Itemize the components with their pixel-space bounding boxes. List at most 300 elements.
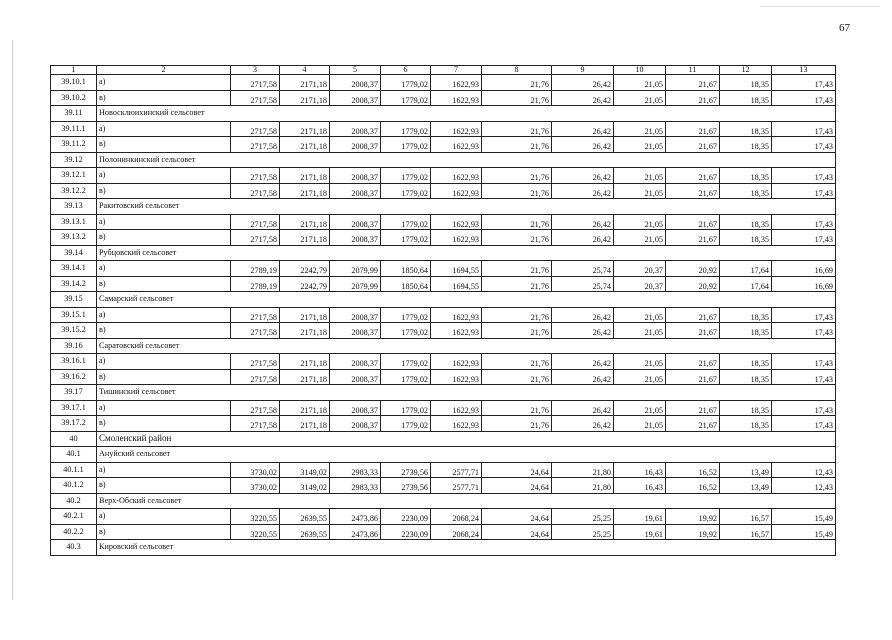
header-cell: 12	[720, 66, 772, 75]
value-cell: 1779,02	[381, 354, 431, 370]
value-cell: 2983,33	[330, 478, 381, 494]
table-row	[51, 276, 836, 292]
table-row	[51, 462, 836, 478]
value-cell: 26,42	[552, 90, 614, 106]
value-cell: 21,76	[482, 400, 552, 416]
value-cell: 21,05	[614, 137, 666, 153]
value-cell: 2983,33	[330, 462, 381, 478]
value-cell: 2079,99	[330, 276, 381, 292]
section-title: Кировский сельсовет	[97, 540, 836, 556]
value-cell: 1779,02	[381, 369, 431, 385]
value-cell: 21,05	[614, 121, 666, 137]
value-cell: 1622,93	[431, 137, 482, 153]
value-cell: 1622,93	[431, 75, 482, 91]
value-cell: 21,76	[482, 137, 552, 153]
value-cell: 21,67	[666, 214, 720, 230]
row-code: 39.17.1	[51, 400, 97, 416]
row-label: а)	[97, 261, 231, 277]
row-label: а)	[97, 307, 231, 323]
tariff-table	[50, 65, 836, 556]
value-cell: 16,52	[666, 478, 720, 494]
value-cell: 19,61	[614, 509, 666, 525]
row-label: а)	[97, 75, 231, 91]
value-cell: 1779,02	[381, 230, 431, 246]
value-cell: 21,76	[482, 90, 552, 106]
value-cell: 1622,93	[431, 214, 482, 230]
value-cell: 2068,24	[431, 509, 482, 525]
value-cell: 21,67	[666, 230, 720, 246]
value-cell: 21,76	[482, 230, 552, 246]
row-label: в)	[97, 323, 231, 339]
value-cell: 2171,18	[280, 307, 330, 323]
value-cell: 21,80	[552, 462, 614, 478]
value-cell: 2717,58	[231, 230, 280, 246]
row-code: 40	[51, 431, 97, 447]
row-label: в)	[97, 416, 231, 432]
header-cell: 8	[482, 66, 552, 75]
section-title: Самарский сельсовет	[97, 292, 836, 308]
value-cell: 1622,93	[431, 416, 482, 432]
section-title: Тишинский сельсовет	[97, 385, 836, 401]
row-label: в)	[97, 183, 231, 199]
value-cell: 1622,93	[431, 168, 482, 184]
value-cell: 2717,58	[231, 369, 280, 385]
value-cell: 21,67	[666, 416, 720, 432]
value-cell: 21,67	[666, 168, 720, 184]
row-label: а)	[97, 354, 231, 370]
table-row	[51, 137, 836, 153]
value-cell: 21,05	[614, 307, 666, 323]
value-cell: 2789,19	[231, 276, 280, 292]
value-cell: 3220,55	[231, 509, 280, 525]
table-row	[51, 168, 836, 184]
row-code: 39.16.2	[51, 369, 97, 385]
value-cell: 2473,86	[330, 524, 381, 540]
value-cell: 2171,18	[280, 214, 330, 230]
row-code: 39.14	[51, 245, 97, 261]
value-cell: 2079,99	[330, 261, 381, 277]
value-cell: 1779,02	[381, 75, 431, 91]
row-label: а)	[97, 400, 231, 416]
value-cell: 24,64	[482, 509, 552, 525]
value-cell: 26,42	[552, 354, 614, 370]
value-cell: 2717,58	[231, 168, 280, 184]
value-cell: 26,42	[552, 323, 614, 339]
section-row	[51, 245, 836, 261]
row-code: 39.13.2	[51, 230, 97, 246]
value-cell: 26,42	[552, 137, 614, 153]
value-cell: 21,67	[666, 354, 720, 370]
row-code: 39.11.2	[51, 137, 97, 153]
value-cell: 16,57	[720, 509, 772, 525]
value-cell: 18,35	[720, 168, 772, 184]
value-cell: 2171,18	[280, 354, 330, 370]
value-cell: 21,76	[482, 276, 552, 292]
value-cell: 2008,37	[330, 416, 381, 432]
value-cell: 2008,37	[330, 75, 381, 91]
value-cell: 2717,58	[231, 214, 280, 230]
row-code: 39.10.1	[51, 75, 97, 91]
value-cell: 26,42	[552, 369, 614, 385]
value-cell: 2008,37	[330, 90, 381, 106]
row-code: 39.11.1	[51, 121, 97, 137]
value-cell: 1622,93	[431, 323, 482, 339]
value-cell: 2171,18	[280, 183, 330, 199]
value-cell: 2171,18	[280, 400, 330, 416]
value-cell: 21,05	[614, 230, 666, 246]
section-row	[51, 292, 836, 308]
row-label: в)	[97, 524, 231, 540]
value-cell: 21,67	[666, 369, 720, 385]
value-cell: 21,05	[614, 369, 666, 385]
value-cell: 26,42	[552, 214, 614, 230]
value-cell: 2717,58	[231, 137, 280, 153]
value-cell: 21,05	[614, 90, 666, 106]
value-cell: 26,42	[552, 230, 614, 246]
value-cell: 1850,64	[381, 261, 431, 277]
value-cell: 25,25	[552, 524, 614, 540]
value-cell: 21,05	[614, 168, 666, 184]
value-cell: 2008,37	[330, 214, 381, 230]
header-cell: 7	[431, 66, 482, 75]
row-code: 39.13.1	[51, 214, 97, 230]
value-cell: 2717,58	[231, 183, 280, 199]
row-code: 39.12.1	[51, 168, 97, 184]
value-cell: 1622,93	[431, 307, 482, 323]
table-row	[51, 354, 836, 370]
value-cell: 17,43	[772, 230, 836, 246]
row-code: 40.2	[51, 493, 97, 509]
table-row	[51, 369, 836, 385]
header-cell: 4	[280, 66, 330, 75]
value-cell: 2717,58	[231, 323, 280, 339]
value-cell: 16,43	[614, 478, 666, 494]
value-cell: 21,05	[614, 183, 666, 199]
section-title: Полонинкинский сельсовет	[97, 152, 836, 168]
section-title: Верх-Обский сельсовет	[97, 493, 836, 509]
value-cell: 19,92	[666, 509, 720, 525]
value-cell: 16,43	[614, 462, 666, 478]
section-row	[51, 431, 836, 447]
value-cell: 18,35	[720, 323, 772, 339]
value-cell: 13,49	[720, 478, 772, 494]
value-cell: 18,35	[720, 90, 772, 106]
value-cell: 21,05	[614, 323, 666, 339]
value-cell: 18,35	[720, 214, 772, 230]
value-cell: 24,64	[482, 524, 552, 540]
section-row	[51, 106, 836, 122]
value-cell: 21,67	[666, 121, 720, 137]
header-cell: 13	[772, 66, 836, 75]
section-row	[51, 338, 836, 354]
header-cell: 10	[614, 66, 666, 75]
value-cell: 2171,18	[280, 323, 330, 339]
value-cell: 2717,58	[231, 400, 280, 416]
value-cell: 18,35	[720, 183, 772, 199]
value-cell: 1850,64	[381, 276, 431, 292]
value-cell: 12,43	[772, 462, 836, 478]
value-cell: 21,76	[482, 416, 552, 432]
value-cell: 2230,09	[381, 509, 431, 525]
value-cell: 21,05	[614, 75, 666, 91]
table-row	[51, 478, 836, 494]
row-label: в)	[97, 478, 231, 494]
header-cell: 6	[381, 66, 431, 75]
section-title: Новосклюихинский сельсовет	[97, 106, 836, 122]
section-row	[51, 447, 836, 463]
value-cell: 2068,24	[431, 524, 482, 540]
table-row	[51, 183, 836, 199]
value-cell: 21,76	[482, 323, 552, 339]
value-cell: 21,05	[614, 354, 666, 370]
value-cell: 17,43	[772, 323, 836, 339]
value-cell: 21,76	[482, 183, 552, 199]
value-cell: 2008,37	[330, 323, 381, 339]
value-cell: 26,42	[552, 183, 614, 199]
row-code: 40.2.1	[51, 509, 97, 525]
value-cell: 21,76	[482, 369, 552, 385]
value-cell: 2171,18	[280, 137, 330, 153]
value-cell: 2008,37	[330, 369, 381, 385]
binding-margin-line	[12, 40, 13, 600]
value-cell: 26,42	[552, 307, 614, 323]
value-cell: 2171,18	[280, 369, 330, 385]
value-cell: 2008,37	[330, 183, 381, 199]
value-cell: 2739,56	[381, 478, 431, 494]
value-cell: 17,64	[720, 276, 772, 292]
value-cell: 17,43	[772, 416, 836, 432]
value-cell: 2639,55	[280, 509, 330, 525]
row-code: 39.15.2	[51, 323, 97, 339]
row-code: 39.15.1	[51, 307, 97, 323]
value-cell: 21,67	[666, 90, 720, 106]
value-cell: 17,43	[772, 183, 836, 199]
table-row	[51, 416, 836, 432]
scan-top-line	[760, 6, 880, 7]
value-cell: 1779,02	[381, 400, 431, 416]
header-cell: 1	[51, 66, 97, 75]
value-cell: 20,92	[666, 261, 720, 277]
table-row	[51, 261, 836, 277]
value-cell: 2639,55	[280, 524, 330, 540]
row-code: 39.10.2	[51, 90, 97, 106]
row-code: 39.14.1	[51, 261, 97, 277]
table-row	[51, 75, 836, 91]
section-row	[51, 493, 836, 509]
value-cell: 21,67	[666, 183, 720, 199]
value-cell: 21,67	[666, 323, 720, 339]
value-cell: 19,61	[614, 524, 666, 540]
row-code: 39.16	[51, 338, 97, 354]
value-cell: 3730,02	[231, 478, 280, 494]
row-label: а)	[97, 214, 231, 230]
value-cell: 1779,02	[381, 121, 431, 137]
table-row	[51, 230, 836, 246]
row-label: а)	[97, 168, 231, 184]
value-cell: 2739,56	[381, 462, 431, 478]
value-cell: 18,35	[720, 400, 772, 416]
row-code: 39.16.1	[51, 354, 97, 370]
value-cell: 2717,58	[231, 354, 280, 370]
section-title: Рубцовский сельсовет	[97, 245, 836, 261]
header-cell: 9	[552, 66, 614, 75]
value-cell: 2171,18	[280, 168, 330, 184]
row-code: 40.1	[51, 447, 97, 463]
value-cell: 21,76	[482, 75, 552, 91]
value-cell: 2008,37	[330, 307, 381, 323]
value-cell: 2008,37	[330, 121, 381, 137]
row-label: в)	[97, 230, 231, 246]
row-code: 39.17.2	[51, 416, 97, 432]
table-row	[51, 524, 836, 540]
table-row	[51, 400, 836, 416]
value-cell: 26,42	[552, 416, 614, 432]
row-label: а)	[97, 462, 231, 478]
value-cell: 3730,02	[231, 462, 280, 478]
value-cell: 24,64	[482, 462, 552, 478]
value-cell: 2171,18	[280, 75, 330, 91]
value-cell: 16,57	[720, 524, 772, 540]
value-cell: 1622,93	[431, 369, 482, 385]
row-code: 40.2.2	[51, 524, 97, 540]
header-cell: 3	[231, 66, 280, 75]
section-title: Смоленский район	[97, 431, 836, 447]
row-label: а)	[97, 121, 231, 137]
value-cell: 18,35	[720, 75, 772, 91]
value-cell: 21,05	[614, 400, 666, 416]
header-cell: 11	[666, 66, 720, 75]
table-row	[51, 214, 836, 230]
value-cell: 1779,02	[381, 90, 431, 106]
table-row	[51, 509, 836, 525]
value-cell: 20,92	[666, 276, 720, 292]
value-cell: 21,67	[666, 307, 720, 323]
value-cell: 25,25	[552, 509, 614, 525]
value-cell: 16,69	[772, 261, 836, 277]
value-cell: 1779,02	[381, 307, 431, 323]
row-label: а)	[97, 509, 231, 525]
value-cell: 2242,79	[280, 261, 330, 277]
value-cell: 21,67	[666, 137, 720, 153]
row-code: 39.11	[51, 106, 97, 122]
row-code: 39.12	[51, 152, 97, 168]
value-cell: 21,80	[552, 478, 614, 494]
value-cell: 2008,37	[330, 230, 381, 246]
section-title: Саратовский сельсовет	[97, 338, 836, 354]
value-cell: 19,92	[666, 524, 720, 540]
value-cell: 1694,55	[431, 276, 482, 292]
value-cell: 2717,58	[231, 75, 280, 91]
value-cell: 1622,93	[431, 354, 482, 370]
row-code: 39.15	[51, 292, 97, 308]
value-cell: 2008,37	[330, 137, 381, 153]
value-cell: 3220,55	[231, 524, 280, 540]
value-cell: 15,49	[772, 524, 836, 540]
value-cell: 26,42	[552, 121, 614, 137]
value-cell: 1779,02	[381, 214, 431, 230]
row-code: 40.3	[51, 540, 97, 556]
value-cell: 2171,18	[280, 90, 330, 106]
header-row	[51, 66, 836, 75]
section-row	[51, 199, 836, 215]
row-label: в)	[97, 369, 231, 385]
table-row	[51, 307, 836, 323]
value-cell: 13,49	[720, 462, 772, 478]
table-body	[51, 75, 836, 556]
value-cell: 18,35	[720, 121, 772, 137]
value-cell: 25,74	[552, 261, 614, 277]
section-title: Ануйский сельсовет	[97, 447, 836, 463]
row-code: 39.13	[51, 199, 97, 215]
value-cell: 2171,18	[280, 230, 330, 246]
value-cell: 20,37	[614, 261, 666, 277]
header-cell: 2	[97, 66, 231, 75]
value-cell: 17,43	[772, 121, 836, 137]
value-cell: 17,43	[772, 307, 836, 323]
value-cell: 2242,79	[280, 276, 330, 292]
value-cell: 12,43	[772, 478, 836, 494]
value-cell: 1694,55	[431, 261, 482, 277]
value-cell: 20,37	[614, 276, 666, 292]
value-cell: 1622,93	[431, 400, 482, 416]
value-cell: 17,43	[772, 137, 836, 153]
value-cell: 21,76	[482, 307, 552, 323]
value-cell: 1622,93	[431, 230, 482, 246]
value-cell: 2577,71	[431, 478, 482, 494]
header-cell: 5	[330, 66, 381, 75]
value-cell: 17,43	[772, 400, 836, 416]
value-cell: 2717,58	[231, 307, 280, 323]
value-cell: 2230,09	[381, 524, 431, 540]
value-cell: 15,49	[772, 509, 836, 525]
value-cell: 21,05	[614, 416, 666, 432]
value-cell: 21,76	[482, 168, 552, 184]
value-cell: 2577,71	[431, 462, 482, 478]
value-cell: 21,76	[482, 214, 552, 230]
value-cell: 26,42	[552, 400, 614, 416]
value-cell: 21,76	[482, 354, 552, 370]
value-cell: 21,05	[614, 214, 666, 230]
value-cell: 2008,37	[330, 400, 381, 416]
value-cell: 2789,19	[231, 261, 280, 277]
value-cell: 24,64	[482, 478, 552, 494]
section-row	[51, 540, 836, 556]
value-cell: 26,42	[552, 168, 614, 184]
value-cell: 26,42	[552, 75, 614, 91]
row-code: 40.1.2	[51, 478, 97, 494]
value-cell: 3149,02	[280, 478, 330, 494]
value-cell: 18,35	[720, 137, 772, 153]
value-cell: 18,35	[720, 230, 772, 246]
row-label: в)	[97, 276, 231, 292]
row-label: в)	[97, 90, 231, 106]
value-cell: 2171,18	[280, 416, 330, 432]
value-cell: 1622,93	[431, 183, 482, 199]
value-cell: 1622,93	[431, 121, 482, 137]
value-cell: 1622,93	[431, 90, 482, 106]
page-number: 67	[839, 22, 850, 34]
value-cell: 2171,18	[280, 121, 330, 137]
value-cell: 2717,58	[231, 90, 280, 106]
row-code: 40.1.1	[51, 462, 97, 478]
value-cell: 1779,02	[381, 323, 431, 339]
value-cell: 18,35	[720, 354, 772, 370]
value-cell: 2473,86	[330, 509, 381, 525]
value-cell: 2717,58	[231, 121, 280, 137]
value-cell: 16,52	[666, 462, 720, 478]
value-cell: 21,67	[666, 400, 720, 416]
value-cell: 17,43	[772, 214, 836, 230]
